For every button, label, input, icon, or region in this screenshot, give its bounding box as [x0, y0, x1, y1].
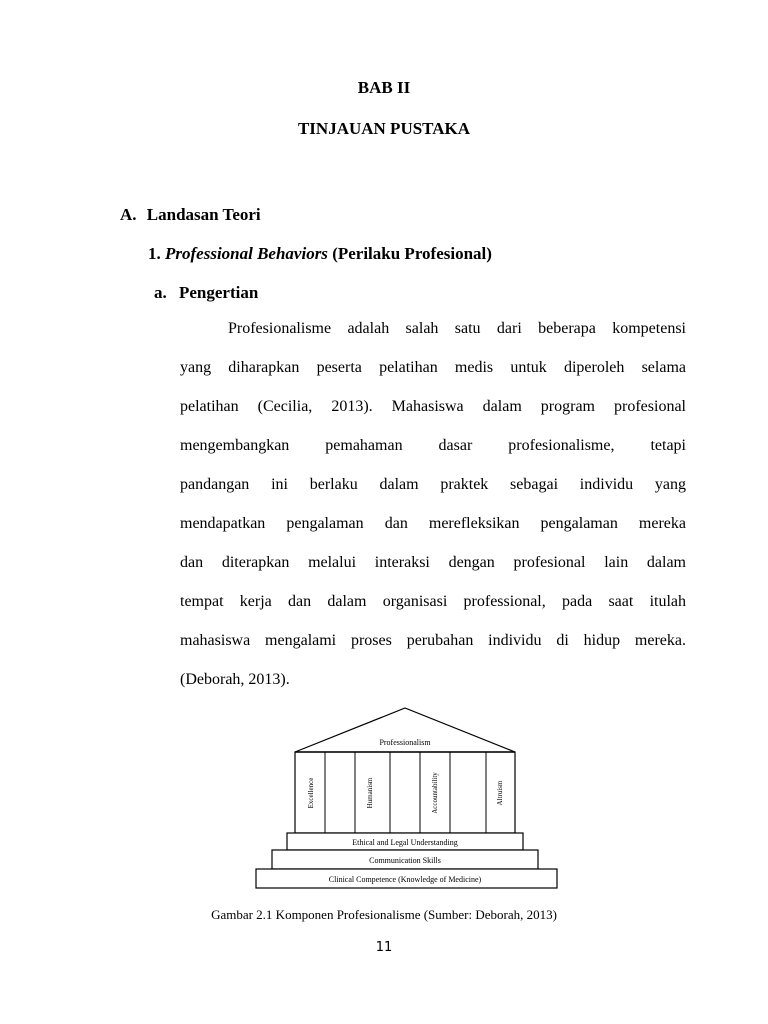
paragraph-line: dan diterapkan melalui interaksi dengan profesional lain dalam — [180, 554, 686, 571]
pillar-label-altruism: Altruism — [496, 780, 504, 806]
step-label-ethical-legal: Ethical and Legal Understanding — [352, 838, 458, 847]
page-number: 11 — [375, 940, 393, 955]
roof-label: Professionalism — [379, 738, 431, 747]
figure-caption: Gambar 2.1 Komponen Profesionalisme (Sumber: Deborah, 2013) — [211, 907, 557, 922]
subsection-heading — [148, 244, 492, 264]
subsubsection-letter: a. — [154, 283, 167, 302]
subsubsection-title: Pengertian — [179, 283, 259, 302]
paragraph-line: mendapatkan pengalaman dan merefleksikan pengalaman mereka — [180, 515, 686, 532]
section-heading — [120, 205, 261, 225]
body-paragraph — [180, 318, 686, 698]
subsection-title-rest: (Perilaku Profesional) — [332, 244, 492, 263]
paragraph-line: mahasiswa mengalami proses perubahan individu di hidup mereka. — [180, 632, 686, 649]
section-letter: A. — [120, 205, 137, 224]
paragraph-line: tempat kerja dan dalam organisasi professional, pada saat itulah — [180, 593, 686, 610]
pillar-label-accountability: Accountability — [431, 772, 439, 814]
chapter-number: BAB II — [357, 78, 411, 97]
subsection-title-italic: Professional Behaviors — [165, 244, 328, 263]
professionalism-temple-figure — [250, 700, 566, 895]
paragraph-line: Profesionalisme adalah salah satu dari beberapa kompetensi — [228, 320, 686, 337]
pillar-label-excellence: Excellence — [307, 777, 315, 809]
subsection-number: 1. — [148, 244, 161, 263]
step-label-communication: Communication Skills — [369, 856, 441, 865]
paragraph-line: (Deborah, 2013). — [180, 671, 290, 688]
chapter-title: TINJAUAN PUSTAKA — [297, 119, 471, 138]
pillar-label-humanism: Humanism — [366, 777, 374, 809]
paragraph-line: yang diharapkan peserta pelatihan medis untuk diperoleh selama — [180, 359, 686, 376]
paragraph-line: pandangan ini berlaku dalam praktek sebagai individu yang — [180, 476, 686, 493]
step-label-clinical: Clinical Competence (Knowledge of Medicine) — [328, 875, 482, 884]
section-title: Landasan Teori — [146, 205, 261, 224]
subsubsection-heading — [154, 283, 258, 303]
paragraph-line: mengembangkan pemahaman dasar profesionalisme, tetapi — [180, 437, 686, 454]
paragraph-line: pelatihan (Cecilia, 2013). Mahasiswa dalam program profesional — [180, 398, 686, 415]
